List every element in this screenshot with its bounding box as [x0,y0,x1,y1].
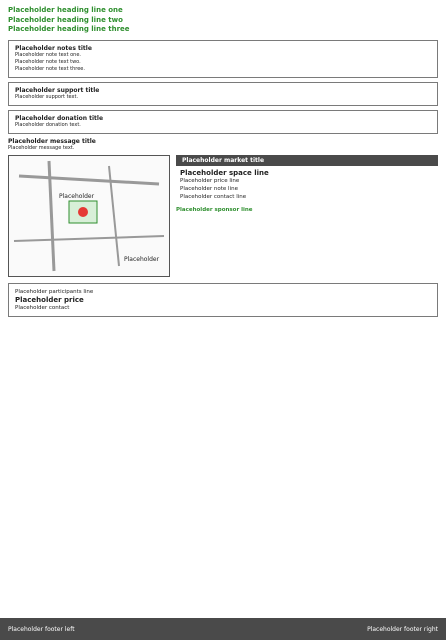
support-box [8,82,438,106]
map-label: Placeholder [124,255,160,263]
market-body [176,166,438,204]
market-space: Placeholder space line [180,168,269,177]
lead-line: Placeholder heading line three [8,25,130,33]
footer-right[interactable]: Placeholder footer right [367,625,438,633]
participants-line: Placeholder participants line [15,288,94,295]
footer-bar [0,618,446,640]
participants-box [8,283,438,317]
lead-line: Placeholder heading line one [8,6,123,14]
note-item: Placeholder note text three. [15,65,85,72]
map-venue-marker [78,207,88,217]
map-svg [9,156,169,276]
map-label: Placeholder [59,192,95,200]
participants-contact: Placeholder contact [15,304,70,311]
support-title: Placeholder support title [15,86,100,94]
message-text: Placeholder message text. [8,144,75,151]
sponsor-line: Placeholder sponsor line [176,206,253,213]
message-block [8,138,438,152]
market-note: Placeholder note line [180,185,238,192]
donation-text: Placeholder donation text. [15,121,81,128]
market-contact: Placeholder contact line [180,193,247,200]
notes-title: Placeholder notes title [15,44,92,52]
message-title: Placeholder message title [8,137,96,145]
donation-title: Placeholder donation title [15,114,104,122]
donation-box [8,110,438,134]
market-title: Placeholder market title [176,155,438,166]
participants-price: Placeholder price [15,295,84,304]
lead-line: Placeholder heading line two [8,15,123,24]
event-section [8,155,438,277]
venue-map [8,155,170,277]
support-text: Placeholder support text. [15,93,79,100]
market-panel [176,155,438,277]
notes-box [8,40,438,78]
footer-left: Placeholder footer left [8,625,75,633]
lead-text [8,6,438,35]
note-item: Placeholder note text two. [15,58,81,65]
note-item: Placeholder note text one. [15,51,82,58]
market-price: Placeholder price line [180,177,240,184]
